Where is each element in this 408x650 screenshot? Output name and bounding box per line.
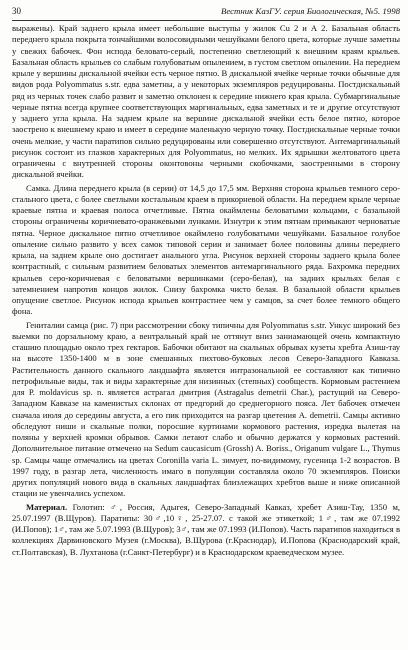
material-text: Голотип: ♂, Россия, Адыгея, Северо-Западный Кавказ, хребет Азиш-Тау, 1350 м, 25.07.1997 (В.Щуров). Паратипы: 30♂,10♀, 25-27.07. с такой же этикеткой; 1♂, там же 07.1992 (И.Попов); 1♂, там же 5.07.1993 (В.Щуров); 3♂, там же 07.1993 (И.Попов). Часть паратипов находиться в коллекциях Дарвиновского Музея (г.Москва), В.Щурова (г.Краснодар), И.Попова (Краснодарский край, ст.Полтавская), В. Лухтанова (г.Санкт-Петербург) и в Краснодарском краеведческом музее. [12,501,400,557]
paragraph-material [12,502,400,558]
paragraph-male-description: выражены). Край заднего крыла имеет небольшие выступы у жилок Cu 2 и А 2. Базальная область переднего крыла покрыта тончайшими волосовидными чешуйками белого цвета, которые лучше заметны у свежих бабочек. Фон исподa беловато-серый, постепенно светлеющий к внешним краям крыльев. Базальная область крыльев со слабым голубоватым опылением, в густом светлом опылении. На переднем крыле у вершины дискальной ячейки есть черное пятно. В дискальной ячейке черные точки обычные для видов рода Polyommatus s.str. едва заметны, а у некоторых экземпляров редуцированы. Постдискальный ряд из черных точек слабо развит и заметно отклонен к середине нижнего края крыла. Субмаргинальные черные пятна всегда крупнее соответствующих маргинальных, едва заметных и те и другие отсутствуют у заднего угла крыла. На заднем крыле на вершине дискальной ячейки есть белое пятно, которое заострено к внешнему краю и имеет в середине маленькую черную точку. Постдискальные черные точки очень мелкие, у части паратипов сильно редуцированы или совершенно отсутствуют. Антемаргинальный рисунок состоит из глазков характерных для Polyommatus, но мелких. Их ядрышки желтоватого цвета ограничены с внутренней стороны оконтовоны черными скобочками, заостренными в сторону дискальной ячейки. [12,23,400,180]
header-rule [12,20,400,21]
running-header [12,6,400,19]
material-label: Материал. [26,501,68,512]
paragraph-genitalia-and-biology: Гениталии самца (рис. 7) при рассмотрении сбоку типичны для Polyommatus s.str. Ункус широкий без выемки по дорзальному краю, а вентральный край не оттянут вниз заниамающей очень компактную сташию площадью около трех гектаров. Бабочки обитают на скальных обрывах кузеты хребта Азиш-тау на высоте 1350-1400 м в зоне смешанных пихтово-буковых лесов Северо-Западного Кавказа. Растительность данного скального ландшафта является интразональной ее составляют как типично петрофильные виды, так и виды характерные для низинных (степных) сообществ. Кормовым растением для P. moldavicus sp. n. является астрагал дмитрия (Astragalus demetrii Char.), растущий на Северо-Западном Кавказе на каменистых склонах от предгорий до среднегорного пояса. Лет бабочек отмечен сначала июля до середины августа, а его пик приходится на разгар цветения A. demetrii. Самцы активно обследуют ниши и скальные полки, поросшие куртинами кормового растения, изредка вылетая на поляны у верхней кромки обрывов. Самки летают слабо и обычно держатся у кормовых растений. Дополнительное питание отмечено на Sedum caucasicum (Grossh) A. Boriss., Origanum vulgare L., Thymus sp. Самцы чаще отмечались на цветах Coronilla varia L. зимует, по-видимому, гусеница 1-2 возрастов. В 1997 году, в разгар лета, численность имаго в популяции составляла около 70 экземпляров. Поиски других популяций нового вида в скальных ландшафтах близлежащих хребтов выше и ниже описанной стации не увенчались успехом. [12,319,400,499]
paragraph-female-description: Самка. Длина переднего крыла (в серии) от 14,5 до 17,5 мм. Верхняя сторона крыльев темного серо-стального цвета, с более светлыми костальным краем в прикорневой области. На переднем крыле черные краевые пятна и краевая полоса отчетливые. Пятна окаймлены беловатыми кольцами, с базальной стороны ограничены коричневато-оранжевыми лунками. Изнутри к этим пятнам примыкают черноватые пятна. Черное дискальное пятно отчетливое окаймлено голубоватыми чешуйками. Базальное голубое опыление сильно развито у всех самок типовой серии и занимает более половины длины переднего крыла, на заднем крыле оно достигает анального угла. Рисунок верхней стороны заднего крыла более контрастный, с сильным развитием беловатых элементов антемаргинального ряда. Бахромка передних крыльев серо-коричневая с беловатыми вершинками (серо-белая), на задних крыльях белая с затемнением напротив концов жилок. Снизу бахромка чисто белая. В базальной области крыльев опущение светлое. Рисунок исподa крыльев контрастнее чем у самцов, за счет более темного общего фона. [12,182,400,317]
page-number: 30 [12,6,21,16]
body-text [12,23,400,558]
journal-title: Вестник КазГУ. серия Биологическая, №5. 1998 [220,6,400,16]
